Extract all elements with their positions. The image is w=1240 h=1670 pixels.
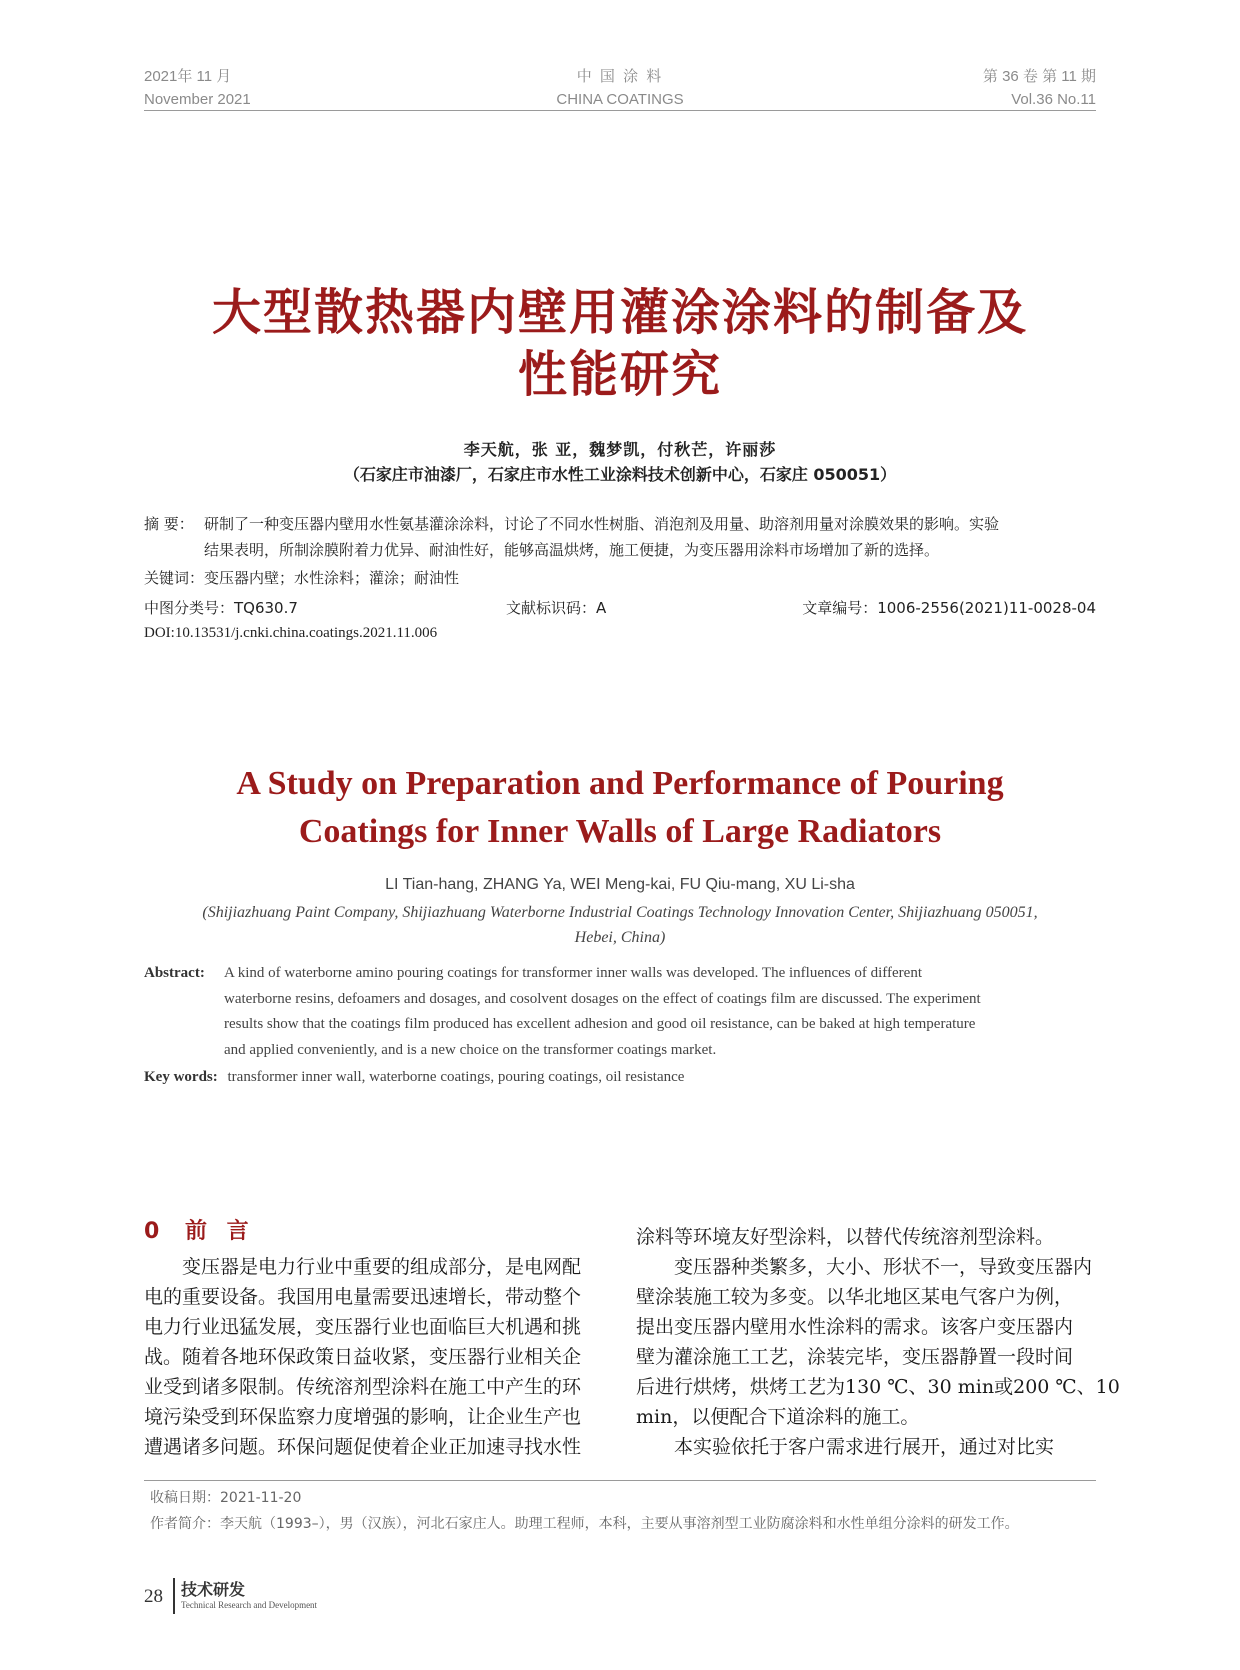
keywords-en — [144, 1069, 684, 1086]
abstract-en-label: Abstract: — [144, 965, 205, 981]
section-number: 0 — [144, 1219, 160, 1244]
body-left-line-6: 境污染受到环保监察力度增强的影响，让企业生产也 — [144, 1406, 582, 1428]
doi[interactable]: DOI:10.13531/j.cnki.china.coatings.2021.11.006 — [144, 625, 438, 641]
body-right-line-4: 提出变压器内壁用水性涂料的需求。该客户变压器内 — [636, 1316, 1074, 1338]
title-en — [0, 760, 1240, 856]
authors-en: LI Tian-hang, ZHANG Ya, WEI Meng-kai, FU Qiu-mang, XU Li-sha — [385, 876, 855, 893]
abstract-en-line-2: waterborne resins, defoamers and dosages, and cosolvent dosages on the effect of coatings film are discussed. The experiment — [224, 990, 981, 1007]
title-en-line-2: Coatings for Inner Walls of Large Radiators — [298, 813, 942, 850]
body-right-line-7: min，以便配合下道涂料的施工。 — [636, 1406, 920, 1428]
abstract-cn-line-1: 研制了一种变压器内壁用水性氨基灌涂涂料，讨论了不同水性树脂、消泡剂及用量、助溶剂用量对涂膜效果的影响。实验 — [204, 515, 1000, 533]
abstract-cn — [144, 511, 1096, 563]
body-column-left — [144, 1252, 606, 1462]
affiliation-en — [0, 900, 1240, 950]
footer-section-cn: 技术研发 — [181, 1580, 246, 1599]
body-left-line-4: 战。随着各地环保政策日益收紧，变压器行业相关企 — [144, 1346, 582, 1368]
abstract-en-line-1: A kind of waterborne amino pouring coatings for transformer inner walls was developed. The influences of different — [224, 965, 922, 981]
article-number: 文章编号：1006-2556(2021)11-0028-04 — [802, 599, 1096, 617]
title-cn-line-2: 性能研究 — [517, 346, 722, 403]
body-right-line-1: 涂料等环境友好型涂料，以替代传统溶剂型涂料。 — [636, 1226, 1055, 1248]
body-left-line-5: 业受到诸多限制。传统溶剂型涂料在施工中产生的环 — [144, 1376, 582, 1398]
document-code: 文献标识码：A — [506, 599, 607, 617]
volume-cn: 第 36 卷 第 11 期 — [982, 68, 1096, 85]
body-left-line-3: 电力行业迅猛发展，变压器行业也面临巨大机遇和挑 — [144, 1316, 582, 1338]
body-right-line-8: 本实验依托于客户需求进行展开，通过对比实 — [674, 1436, 1055, 1458]
body-right-line-6: 后进行烘烤，烘烤工艺为130 ℃、30 min或200 ℃、10 — [636, 1376, 1120, 1398]
abstract-en — [144, 961, 1104, 1063]
keywords-cn — [144, 566, 459, 590]
affiliation-en-line-1: (Shijiazhuang Paint Company, Shijiazhuang Waterborne Industrial Coatings Technology Innovation Center, Shijiazhuang 050051, — [202, 904, 1038, 921]
header-right — [983, 65, 1096, 111]
received-date: 收稿日期：2021-11-20 — [150, 1490, 302, 1506]
body-left-line-7: 遭遇诸多问题。环保问题促使着企业正加速寻找水性 — [144, 1436, 582, 1458]
footer-section — [181, 1577, 317, 1610]
abstract-en-line-4: and applied conveniently, and is a new choice on the transformer coatings market. — [224, 1041, 717, 1058]
keywords-cn-text: 变压器内壁；水性涂料；灌涂；耐油性 — [204, 569, 460, 587]
footer-divider — [173, 1578, 175, 1614]
section-title: 前 言 — [184, 1219, 255, 1244]
journal-name-cn: 中 国 涂 料 — [576, 68, 664, 85]
affiliation-en-line-2: Hebei, China) — [574, 929, 666, 946]
author-bio: 作者简介：李天航（1993–），男（汉族），河北石家庄人。助理工程师，本科，主要从事溶剂型工业防腐涂料和水性单组分涂料的研发工作。 — [150, 1516, 1019, 1532]
keywords-cn-label: 关键词： — [144, 569, 205, 587]
issue-date-en: November 2021 — [144, 91, 251, 108]
body-left-line-2: 电的重要设备。我国用电量需要迅速增长，带动整个 — [144, 1286, 582, 1308]
title-cn-line-1: 大型散热器内壁用灌涂涂料的制备及 — [211, 284, 1028, 341]
header-rule — [144, 110, 1096, 111]
abstract-en-line-3: results show that the coatings film produced has excellent adhesion and good oil resistance, can be baked at high temperature — [224, 1016, 976, 1032]
journal-name-en: CHINA COATINGS — [556, 91, 684, 108]
section-heading — [144, 1214, 255, 1245]
abstract-cn-label: 摘 要： — [144, 515, 194, 533]
clc-number: 中图分类号：TQ630.7 — [144, 599, 298, 617]
title-en-line-1: A Study on Preparation and Performance of Pouring — [236, 765, 1004, 802]
footer-section-en: Technical Research and Development — [181, 1600, 318, 1610]
keywords-en-label: Key words: — [144, 1069, 218, 1085]
page-number: 28 — [144, 1586, 163, 1607]
authors-cn: 李天航，张 亚，魏梦凯，付秋芒，许丽莎 — [463, 440, 777, 459]
abstract-cn-line-2: 结果表明，所制涂膜附着力优异、耐油性好，能够高温烘烤，施工便捷，为变压器用涂料市场增加了新的选择。 — [204, 541, 940, 559]
affiliation-cn: （石家庄市油漆厂，石家庄市水性工业涂料技术创新中心，石家庄 050051） — [343, 465, 897, 484]
body-right-line-5: 壁为灌涂施工工艺，涂装完毕，变压器静置一段时间 — [636, 1346, 1074, 1368]
body-right-line-2: 变压器种类繁多，大小、形状不一，导致变压器内 — [674, 1256, 1093, 1278]
title-cn — [0, 282, 1240, 406]
body-left-line-1: 变压器是电力行业中重要的组成部分，是电网配 — [182, 1256, 582, 1278]
body-column-right — [636, 1222, 1120, 1462]
keywords-en-text: transformer inner wall, waterborne coatings, pouring coatings, oil resistance — [227, 1069, 685, 1085]
issue-date-cn: 2021年 11 月 — [144, 68, 232, 85]
body-right-line-3: 壁涂装施工较为多变。以华北地区某电气客户为例， — [636, 1286, 1074, 1308]
footnote-rule — [144, 1480, 1096, 1481]
volume-en: Vol.36 No.11 — [1011, 91, 1096, 108]
